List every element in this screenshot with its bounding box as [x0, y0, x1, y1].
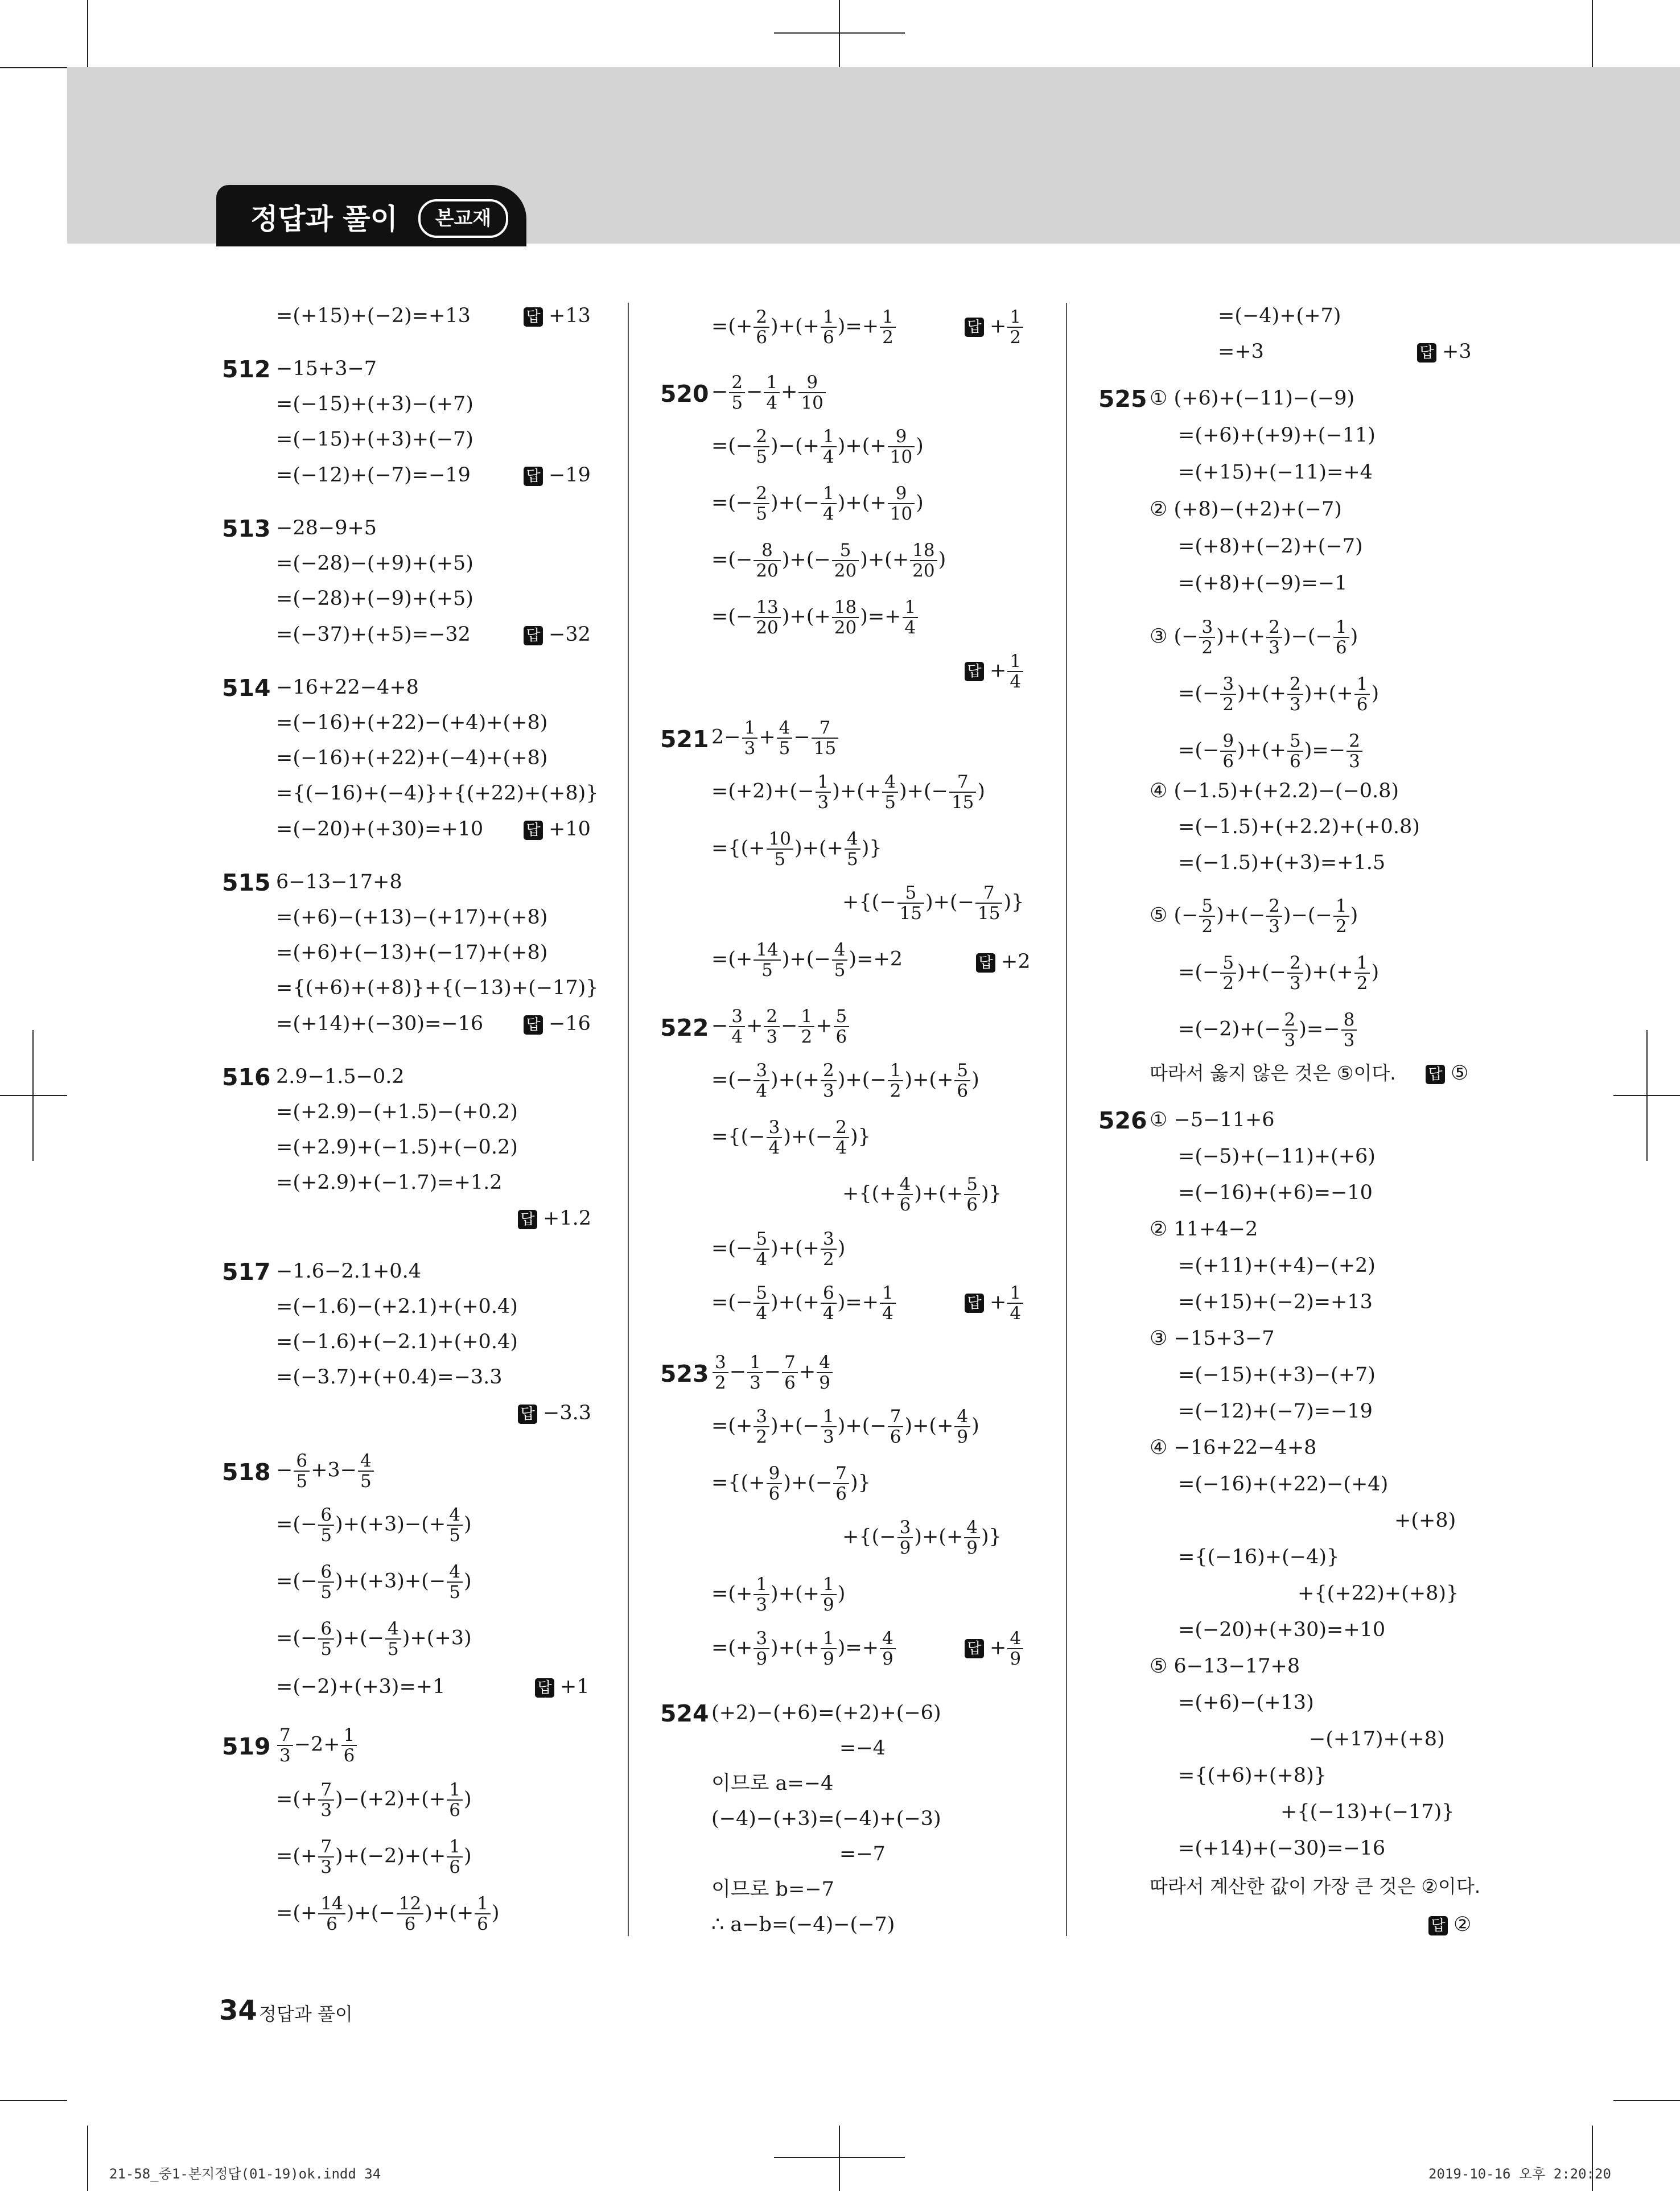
solution-line: 이므로 b=−7 [711, 1878, 834, 1901]
solution-line: ② (+8)−(+2)+(−7) [1150, 498, 1342, 521]
solution-line: =(+6)−(+13) [1178, 1691, 1314, 1714]
solution-line: $\frac{7}{3}$ −2+ $\frac{1}{6}$ [276, 1725, 358, 1765]
solution-line: =(+6)+(+9)+(−11) [1178, 424, 1376, 447]
crop-mark [87, 0, 88, 67]
answer [524, 1012, 591, 1035]
solution-line: =(+ $\frac{3}{9}$ )+(+ $\frac{1}{9}$ )=+ $\frac{4}{9}$ [711, 1629, 897, 1669]
registration-mark [0, 1095, 67, 1096]
problem-number: 523 [660, 1360, 709, 1387]
answer-mark: 답 [524, 626, 543, 645]
registration-mark [839, 2126, 840, 2191]
solution-line: =(+14)+(−30)=−16 [1178, 1837, 1386, 1860]
registration-mark [32, 1030, 34, 1161]
solution-line: =(+2.9)+(−1.7)=+1.2 [276, 1171, 503, 1194]
solution-line: 2− $\frac{1}{3}$ + $\frac{4}{5}$ − $\frac{7}{15}$ [711, 718, 839, 758]
solution-line: =(−12)+(−7)=−19 [1178, 1400, 1373, 1423]
answer-mark: 답 [518, 1405, 537, 1424]
answer-mark: 답 [1426, 1065, 1445, 1084]
answer [1428, 1913, 1471, 1936]
answer-value: +2 [1001, 950, 1031, 973]
solution-line: =(−15)+(+3)−(+7) [1178, 1364, 1376, 1386]
solution-line: ∴ a−b=(−4)−(−7) [711, 1913, 895, 1936]
solution-line: ={(+ $\frac{9}{6}$ )+(− $\frac{7}{6}$ )} [711, 1463, 871, 1504]
solution-line: =(− $\frac{2}{5}$ )−(+ $\frac{1}{4}$ )+(+ $\frac{9}{10}$ ) [711, 426, 924, 467]
solution-line: =(+ $\frac{7}{3}$ )−(+2)+(+ $\frac{1}{6}$ ) [276, 1780, 472, 1821]
solution-line: =(−20)+(+30)=+10 [1178, 1618, 1386, 1641]
problem-number: 525 [1098, 385, 1147, 413]
crop-mark [1613, 2100, 1680, 2101]
solution-line: =(− $\frac{6}{5}$ )+(+3)−(+ $\frac{4}{5}$ ) [276, 1505, 472, 1546]
solution-line: 6−13−17+8 [276, 871, 402, 893]
problem-number: 513 [222, 515, 271, 542]
solution-line: =(+15)+(−2)=+13 [1178, 1291, 1373, 1313]
answer-value: ② [1453, 1913, 1472, 1936]
problem-number: 514 [222, 674, 271, 702]
solution-line: =(−5)+(−11)+(+6) [1178, 1145, 1376, 1168]
solution-line: ={(+6)+(+8)}+{(−13)+(−17)} [276, 977, 599, 999]
solution-line: =(− $\frac{8}{20}$ )+(− $\frac{5}{20}$ )+(+ $\frac{18}{20}$ ) [711, 540, 946, 581]
answer-mark: 답 [518, 1210, 537, 1229]
solution-line: +(+8) [1394, 1509, 1456, 1532]
solution-line: =(+14)+(−30)=−16 [276, 1012, 484, 1035]
answer-value: −32 [549, 623, 591, 646]
answer-mark: 답 [524, 307, 543, 327]
answer-value: −16 [549, 1012, 591, 1035]
solution-line: =(−2)+(− $\frac{2}{3}$ )=− $\frac{8}{3}$ [1178, 1010, 1358, 1050]
answer [524, 623, 591, 646]
solution-line: ⑤ (− $\frac{5}{2}$ )+(− $\frac{2}{3}$ )−(− $\frac{1}{2}$ ) [1150, 896, 1358, 937]
solution-line: $\frac{3}{2}$ − $\frac{1}{3}$ − $\frac{7}{6}$ + $\frac{4}{9}$ [711, 1353, 834, 1393]
solution-line: =(−16)+(+6)=−10 [1178, 1181, 1373, 1204]
problem-number: 526 [1098, 1107, 1147, 1134]
answer-mark: 답 [524, 1015, 543, 1035]
answer [976, 950, 1031, 973]
file-info: 21-58_중1-본지정답(01-19)ok.indd 34 [109, 2166, 381, 2182]
solution-line: ={(+6)+(+8)} [1178, 1764, 1327, 1787]
solution-line: =(−1.6)−(+2.1)+(+0.4) [276, 1295, 518, 1318]
column-divider [1066, 303, 1067, 1936]
crop-mark [1592, 0, 1593, 67]
answer [524, 304, 591, 327]
answer: 답 + $\frac{4}{9}$ [965, 1629, 1024, 1669]
solution-line: ={(−16)+(−4)}+{(+22)+(+8)} [276, 782, 599, 805]
print-timestamp: 2019-10-16 오후 2:20:20 [1428, 2166, 1611, 2182]
solution-line: =(+2.9)−(+1.5)−(+0.2) [276, 1101, 518, 1123]
problem-number: 524 [660, 1700, 709, 1727]
solution-line: ① (+6)+(−11)−(−9) [1150, 387, 1355, 410]
solution-line: +{(− $\frac{3}{9}$ )+(+ $\frac{4}{9}$ )} [842, 1517, 1002, 1558]
solution-line: −28−9+5 [276, 517, 377, 539]
answer [518, 1402, 591, 1424]
solution-line: =(−15)+(+3)+(−7) [276, 428, 473, 451]
solution-line: +{(− $\frac{5}{15}$ )+(− $\frac{7}{15}$ )} [842, 883, 1024, 924]
solution-line: =(+8)+(−2)+(−7) [1178, 535, 1363, 558]
solution-line: ③ (− $\frac{3}{2}$ )+(+ $\frac{2}{3}$ )−(− $\frac{1}{6}$ ) [1150, 617, 1358, 658]
answer-value: +1.2 [543, 1207, 591, 1230]
solution-line: − $\frac{6}{5}$ +3− $\frac{4}{5}$ [276, 1451, 375, 1491]
problem-number: 521 [660, 726, 709, 753]
solution-line: (+2)−(+6)=(+2)+(−6) [711, 1702, 941, 1724]
solution-line: =(−37)+(+5)=−32 [276, 623, 471, 646]
answer-value: +3 [1442, 340, 1472, 363]
solution-line: =(−28)+(−9)+(+5) [276, 587, 473, 610]
solution-line: +{(−13)+(−17)} [1280, 1801, 1455, 1823]
solution-line: =(−1.6)+(−2.1)+(+0.4) [276, 1331, 518, 1353]
solution-line: 2.9−1.5−0.2 [276, 1065, 405, 1088]
problem-number: 515 [222, 869, 271, 896]
solution-line: =(− $\frac{6}{5}$ )+(− $\frac{4}{5}$ )+(+3) [276, 1618, 472, 1659]
answer-value: +10 [549, 818, 591, 841]
answer: 답 + $\frac{1}{4}$ [965, 1283, 1024, 1323]
solution-line: =(+6)+(−13)+(−17)+(+8) [276, 941, 548, 964]
solution-line: =(−1.5)+(+3)=+1.5 [1178, 851, 1386, 874]
solution-line: =+3 [1218, 340, 1264, 363]
solution-line: =(+11)+(+4)−(+2) [1178, 1254, 1376, 1277]
answer-mark: 답 [524, 467, 543, 486]
answer: 답 + $\frac{1}{2}$ [965, 307, 1024, 347]
solution-line: ⑤ 6−13−17+8 [1150, 1655, 1300, 1678]
answer [518, 1207, 591, 1230]
answer-value: +13 [549, 304, 591, 327]
problem-number: 516 [222, 1064, 271, 1091]
answer-value: −19 [549, 464, 591, 487]
solution-line: (−4)−(+3)=(−4)+(−3) [711, 1807, 941, 1830]
page-number: 34 [219, 1995, 257, 2027]
crop-mark [0, 67, 67, 68]
answer-mark: 답 [1417, 343, 1436, 363]
solution-line: =(−4)+(+7) [1218, 304, 1341, 327]
solution-line: =(+ $\frac{1}{3}$ )+(+ $\frac{1}{9}$ ) [711, 1574, 846, 1615]
solution-line: =(−2)+(+3)=+1 [276, 1675, 446, 1698]
crop-mark [0, 2100, 67, 2101]
solution-line: +{(+22)+(+8)} [1298, 1582, 1459, 1605]
answer [524, 464, 591, 487]
solution-line: =(+6)−(+13)−(+17)+(+8) [276, 906, 548, 929]
solution-line: ={(−16)+(−4)} [1178, 1546, 1340, 1568]
answer [524, 818, 591, 841]
solution-line: =(+2)+(− $\frac{1}{3}$ )+(+ $\frac{4}{5}$ )+(− $\frac{7}{15}$ ) [711, 772, 986, 813]
solution-line: =−7 [839, 1843, 886, 1865]
solution-line: =(+ $\frac{2}{6}$ )+(+ $\frac{1}{6}$ )=+ $\frac{1}{2}$ [711, 307, 897, 347]
problem-number: 520 [660, 380, 709, 407]
solution-line: =(+ $\frac{14}{6}$ )+(− $\frac{12}{6}$ )+(+ $\frac{1}{6}$ ) [276, 1893, 500, 1934]
solution-line: 이므로 a=−4 [711, 1772, 834, 1795]
answer-mark: 답 [965, 662, 984, 681]
problem-number: 519 [222, 1733, 271, 1760]
answer [535, 1675, 590, 1698]
problem-number: 512 [222, 356, 271, 383]
page-label: 정답과 풀이 [259, 2003, 353, 2025]
answer-mark: 답 [976, 953, 995, 973]
answer: 답 + $\frac{1}{4}$ [965, 652, 1024, 691]
problem-number: 517 [222, 1258, 271, 1286]
answer [1417, 340, 1472, 363]
answer-mark: 답 [965, 318, 984, 337]
solution-line: ={(+ $\frac{10}{5}$ )+(+ $\frac{4}{5}$ )} [711, 829, 882, 870]
solution-line: ① −5−11+6 [1150, 1109, 1275, 1131]
solution-line: =(− $\frac{5}{4}$ )+(+ $\frac{6}{4}$ )=+ $\frac{1}{4}$ [711, 1283, 897, 1323]
solution-line: ④ (−1.5)+(+2.2)−(−0.8) [1150, 780, 1399, 802]
solution-line: ③ −15+3−7 [1150, 1327, 1275, 1350]
answer-mark: 답 [965, 1639, 984, 1658]
solution-line: =(−15)+(+3)−(+7) [276, 393, 473, 415]
solution-line: =(−16)+(+22)+(−4)+(+8) [276, 747, 548, 769]
problem-number: 518 [222, 1459, 271, 1486]
solution-line: − $\frac{3}{4}$ + $\frac{2}{3}$ − $\frac{1}{2}$ + $\frac{5}{6}$ [711, 1007, 850, 1047]
solution-line: =(+ $\frac{7}{3}$ )+(−2)+(+ $\frac{1}{6}$ ) [276, 1836, 472, 1877]
solution-line: =(−12)+(−7)=−19 [276, 464, 471, 487]
page-title: 정답과 풀이 [250, 203, 398, 236]
solution-line: =(− $\frac{5}{2}$ )+(− $\frac{2}{3}$ )+(+ $\frac{1}{2}$ ) [1178, 953, 1380, 994]
solution-line: =(+ $\frac{14}{5}$ )+(− $\frac{4}{5}$ )=+2 [711, 940, 903, 981]
registration-mark [1646, 1030, 1648, 1161]
answer [1426, 1062, 1468, 1085]
solution-line: =(− $\frac{3}{4}$ )+(+ $\frac{2}{3}$ )+(− $\frac{1}{2}$ )+(+ $\frac{5}{6}$ ) [711, 1060, 979, 1101]
solution-line: =(− $\frac{2}{5}$ )+(− $\frac{1}{4}$ )+(+ $\frac{9}{10}$ ) [711, 483, 924, 524]
conclusion: 따라서 옳지 않은 것은 ⑤이다. [1150, 1062, 1396, 1084]
solution-line: ④ −16+22−4+8 [1150, 1436, 1317, 1459]
solution-line: =(+2.9)+(−1.5)+(−0.2) [276, 1136, 518, 1159]
solution-line: ② 11+4−2 [1150, 1218, 1258, 1241]
column-divider [628, 303, 629, 1936]
solution-line: =−4 [839, 1737, 886, 1760]
crop-mark [87, 2126, 88, 2191]
solution-line: =(−1.5)+(+2.2)+(+0.8) [1178, 816, 1420, 838]
problem-number: 522 [660, 1014, 709, 1041]
solution-line: =(−16)+(+22)−(+4)+(+8) [276, 711, 548, 734]
badge: 본교재 [418, 199, 508, 238]
conclusion: 따라서 계산한 값이 가장 큰 것은 ②이다. [1150, 1875, 1481, 1897]
answer-mark: 답 [965, 1294, 984, 1313]
solution-line: =(−16)+(+22)−(+4) [1178, 1473, 1389, 1496]
solution-line: =(+ $\frac{3}{2}$ )+(− $\frac{1}{3}$ )+(− $\frac{7}{6}$ )+(+ $\frac{4}{9}$ ) [711, 1406, 979, 1447]
solution-line: ={(− $\frac{3}{4}$ )+(− $\frac{2}{4}$ )} [711, 1117, 871, 1158]
answer-mark: 답 [1428, 1916, 1448, 1935]
answer-value: ⑤ [1451, 1062, 1469, 1085]
solution-line: =(− $\frac{5}{4}$ )+(+ $\frac{3}{2}$ ) [711, 1229, 846, 1270]
solution-line: +{(+ $\frac{4}{6}$ )+(+ $\frac{5}{6}$ )} [842, 1174, 1002, 1215]
solution-line: =(+15)+(−11)=+4 [1178, 461, 1373, 484]
solution-line: =(−20)+(+30)=+10 [276, 818, 484, 841]
solution-line: −15+3−7 [276, 357, 377, 380]
solution-line: =(− $\frac{3}{2}$ )+(+ $\frac{2}{3}$ )+(+ $\frac{1}{6}$ ) [1178, 674, 1380, 715]
solution-line: =(+15)+(−2)=+13 [276, 304, 471, 327]
solution-line: =(− $\frac{13}{20}$ )+(+ $\frac{18}{20}$ )=+ $\frac{1}{4}$ [711, 598, 919, 637]
solution-line: =(− $\frac{6}{5}$ )+(+3)+(− $\frac{4}{5}$ ) [276, 1562, 472, 1603]
solution-line: −(+17)+(+8) [1309, 1728, 1445, 1751]
answer-mark: 답 [524, 821, 543, 840]
answer-mark: 답 [535, 1678, 554, 1698]
solution-line: −1.6−2.1+0.4 [276, 1260, 421, 1283]
solution-line: =(+8)+(−9)=−1 [1178, 572, 1348, 595]
solution-line: =(−3.7)+(+0.4)=−3.3 [276, 1366, 503, 1389]
answer-value: +1 [560, 1675, 590, 1698]
solution-line: =(−28)−(+9)+(+5) [276, 552, 473, 575]
answer-value: −3.3 [543, 1402, 591, 1424]
solution-line: −16+22−4+8 [276, 676, 419, 699]
solution-line: − $\frac{2}{5}$ − $\frac{1}{4}$ + $\frac{9}{10}$ [711, 373, 827, 413]
solution-line: =(− $\frac{9}{6}$ )+(+ $\frac{5}{6}$ )=− $\frac{2}{3}$ [1178, 731, 1364, 771]
registration-mark [839, 0, 840, 67]
